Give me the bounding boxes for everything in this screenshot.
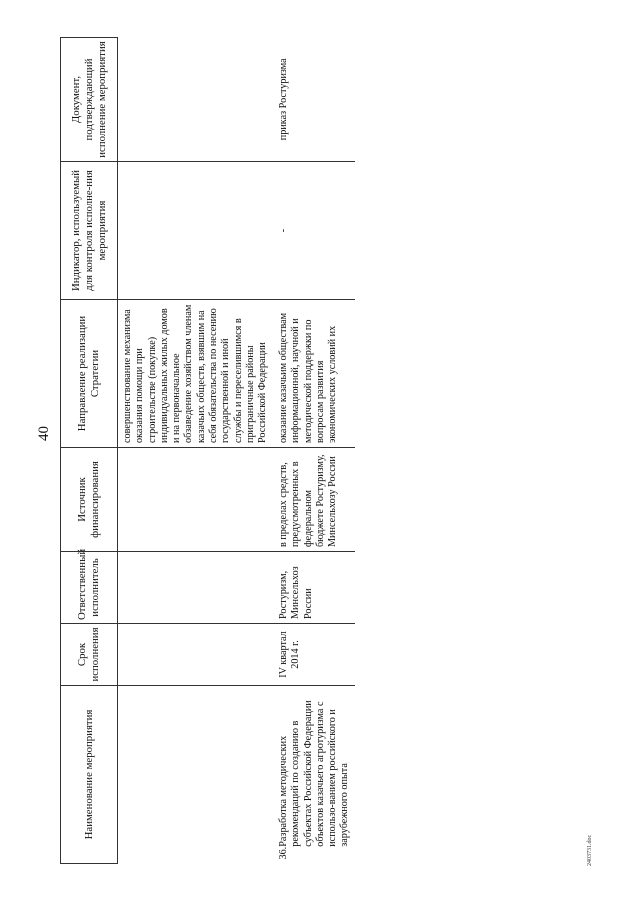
table-header-row (61, 38, 118, 864)
cell-document: приказ Ростуризма (278, 58, 289, 141)
header-responsible: Ответственный исполнитель (61, 552, 118, 624)
cell-direction: оказание казачьим обществам информационной, научной и методической поддержки по вопросам развития экономических условий их (275, 300, 355, 448)
header-name: Наименование мероприятия (61, 686, 118, 864)
row-name: Разработка методических рекомендаций по созданию в субъектах Российской Федерации объектов казачьего агротуризма с использо-ванием российского и зарубежного опыта (278, 700, 351, 847)
header-indicator: Индикатор, используемый для контроля исполне-ния мероприятия (61, 162, 118, 300)
footer-code: 2403731.doc (587, 834, 593, 866)
page-number: 40 (36, 426, 52, 441)
measures-table (60, 37, 355, 864)
cell-direction: совершенствование механизма оказания помощи при строительстве (покупке) индивидуальных жилых домов и на первоначальное обзаведение хозяйством членам казачьих обществ, взявшим на себя обязательства по несению государственной и иной службы и переселившимся в приграничные районы Российской Федерации (118, 300, 276, 448)
header-direction: Направление реализации Стратегии (61, 300, 118, 448)
cell-indicator: - (275, 162, 355, 300)
header-document: Документ, подтверждающий исполнение мероприятия (61, 38, 118, 162)
header-term: Срок исполнения (61, 624, 118, 686)
cell-source: в пределах средств, предусмотренных в федеральном бюджете Ростуризму, Минсельхозу России (275, 448, 355, 552)
cell-term: IV квартал 2014 г. (275, 624, 355, 686)
table-row (118, 38, 276, 864)
header-source: Источник финансирования (61, 448, 118, 552)
row-number: 36. (278, 846, 289, 860)
cell-responsible: Ростуризм, Минсельхоз России (275, 552, 355, 624)
table-row (275, 38, 355, 864)
rotated-page-content (60, 38, 355, 864)
cell-name (275, 686, 355, 864)
